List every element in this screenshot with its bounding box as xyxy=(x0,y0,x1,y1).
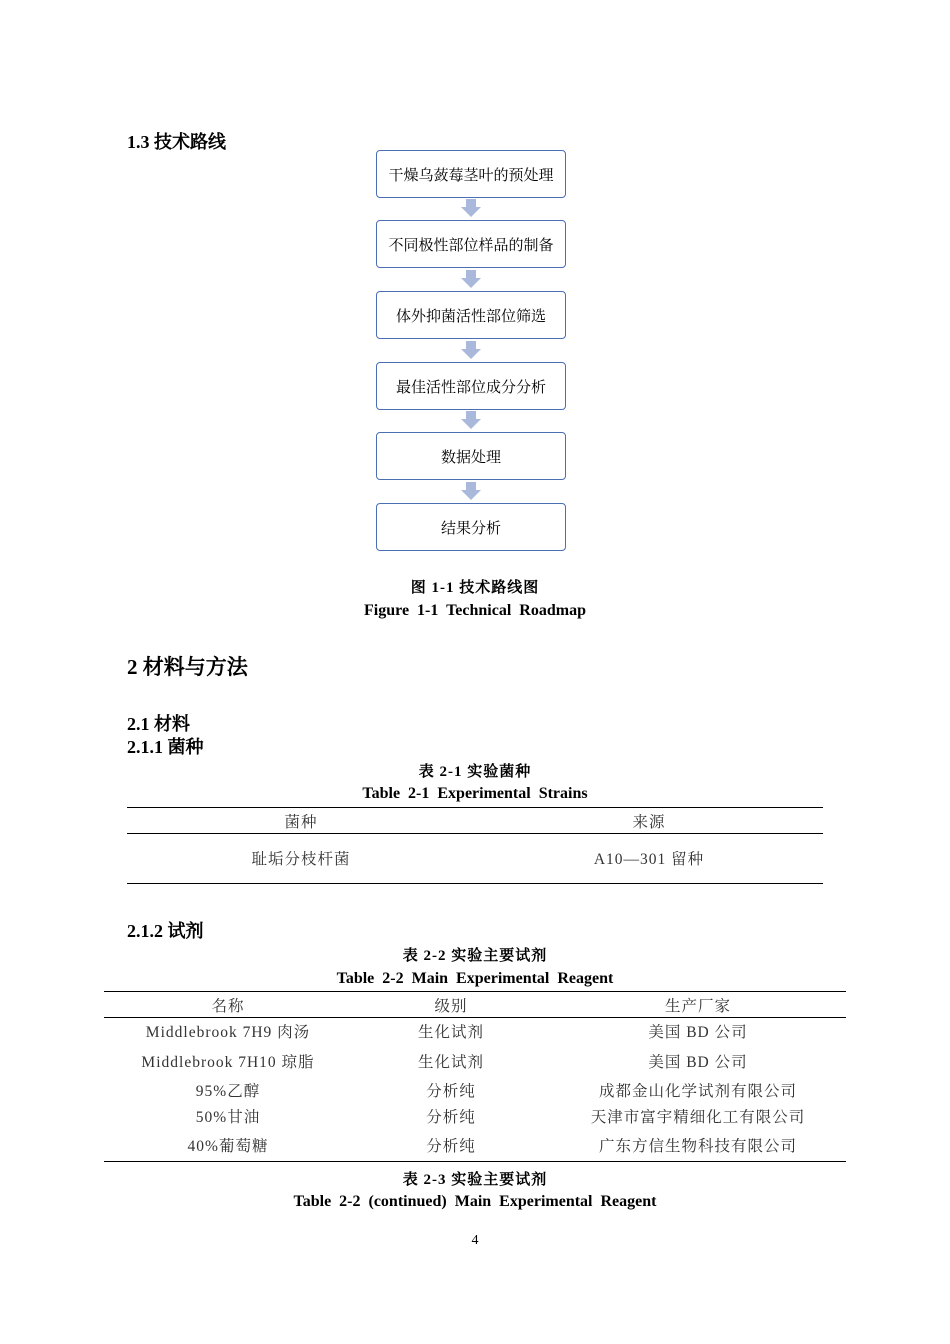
table-2-2-caption-cn: 表 2-2 实验主要试剂 xyxy=(402,948,548,964)
table-2-2-caption-en: Table 2-2 Main Experimental Reagent xyxy=(336,970,614,987)
table-top-rule xyxy=(127,807,823,808)
table-top-rule xyxy=(104,991,846,992)
flow-step-result-analysis: 结果分析 xyxy=(376,503,566,551)
table-bottom-rule xyxy=(104,1161,846,1162)
figure-1-1-caption-en: Figure 1-1 Technical Roadmap xyxy=(364,602,586,619)
table-header-cell: 生产厂家 xyxy=(664,998,731,1015)
table-header-cell: 名称 xyxy=(211,998,245,1015)
section-2-1-2-heading: 2.1.2 试剂 xyxy=(127,921,204,941)
table-cell: 分析纯 xyxy=(426,1138,476,1155)
table-header-cell: 级别 xyxy=(434,998,468,1015)
table-2-1-caption-en: Table 2-1 Experimental Strains xyxy=(362,785,588,802)
flow-step-activity-screening: 体外抑菌活性部位筛选 xyxy=(376,291,566,339)
flow-step-data-processing: 数据处理 xyxy=(376,432,566,480)
table-header-cell: 来源 xyxy=(632,814,666,831)
table-cell: 美国 BD 公司 xyxy=(648,1054,748,1071)
table-cell: 天津市富宇精细化工有限公司 xyxy=(590,1109,806,1126)
flow-down-arrow-icon xyxy=(461,341,481,359)
table-cell: 生化试剂 xyxy=(417,1024,484,1041)
table-cell: 广东方信生物科技有限公司 xyxy=(598,1138,797,1155)
table-cell: Middlebrook 7H10 琼脂 xyxy=(141,1054,315,1071)
flow-down-arrow-icon xyxy=(461,411,481,429)
section-2-1-heading: 2.1 材料 xyxy=(127,714,190,734)
page-number: 4 xyxy=(471,1233,479,1248)
flow-step-sample-preparation: 不同极性部位样品的制备 xyxy=(376,220,566,268)
table-2-1-caption-cn: 表 2-1 实验菌种 xyxy=(418,764,532,780)
table-cell: 分析纯 xyxy=(426,1083,476,1100)
table-2-3-caption-en: Table 2-2 (continued) Main Experimental Reagent xyxy=(293,1193,657,1210)
flow-down-arrow-icon xyxy=(461,270,481,288)
figure-1-1-caption-cn: 图 1-1 技术路线图 xyxy=(410,580,540,596)
table-cell: 50%甘油 xyxy=(195,1109,261,1126)
table-cell: 耻垢分枝杆菌 xyxy=(251,851,351,868)
table-cell: 成都金山化学试剂有限公司 xyxy=(598,1083,797,1100)
table-cell: A10—301 留种 xyxy=(593,851,705,868)
table-cell: 分析纯 xyxy=(426,1109,476,1126)
flow-down-arrow-icon xyxy=(461,482,481,500)
table-cell: 生化试剂 xyxy=(417,1054,484,1071)
section-1-3-heading: 1.3 技术路线 xyxy=(127,132,226,152)
flow-step-component-analysis: 最佳活性部位成分分析 xyxy=(376,362,566,410)
table-header-cell: 菌种 xyxy=(284,814,318,831)
section-2-1-1-heading: 2.1.1 菌种 xyxy=(127,737,204,757)
table-cell: 40%葡萄糖 xyxy=(187,1138,269,1155)
flow-step-pretreatment: 干燥乌蔹莓茎叶的预处理 xyxy=(376,150,566,198)
table-bottom-rule xyxy=(127,883,823,884)
table-cell: 美国 BD 公司 xyxy=(648,1024,748,1041)
table-2-3-caption-cn: 表 2-3 实验主要试剂 xyxy=(402,1172,548,1188)
table-header-rule xyxy=(127,833,823,834)
table-cell: 95%乙醇 xyxy=(195,1083,261,1100)
table-header-rule xyxy=(104,1017,846,1018)
table-cell: Middlebrook 7H9 肉汤 xyxy=(145,1024,311,1041)
flow-down-arrow-icon xyxy=(461,199,481,217)
chapter-2-heading: 2 材料与方法 xyxy=(127,655,248,679)
